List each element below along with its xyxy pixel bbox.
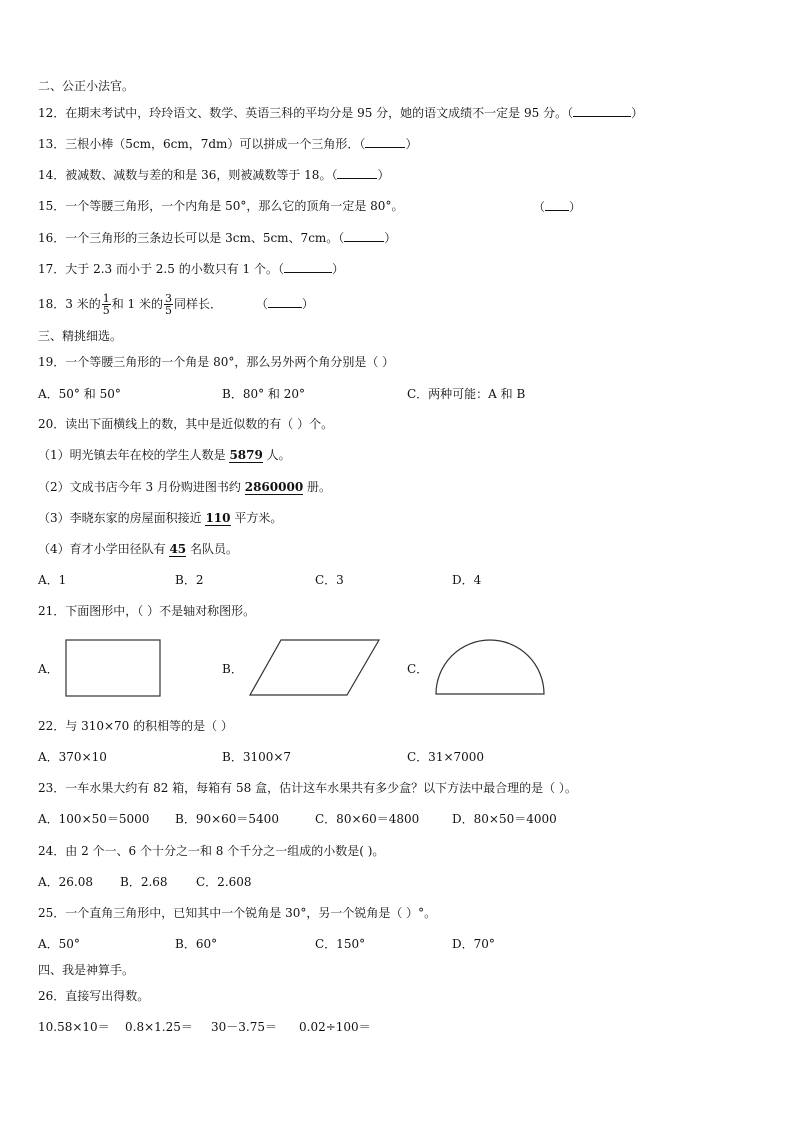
q22-option-c[interactable]: C．31×7000 (407, 750, 485, 764)
q15-answer: （ ） (533, 200, 582, 214)
question-22: 22．与 310×70 的积相等的是（ ） (38, 719, 233, 733)
question-17: 17．大于 2.3 而小于 2.5 的小数只有 1 个。（ ） (38, 262, 344, 276)
question-26: 26．直接写出得数。 (38, 989, 150, 1003)
section-4-title: 四、我是神算手。 (38, 963, 135, 977)
question-24: 24．由 2 个一、6 个十分之一和 8 个千分之一组成的小数是( )。 (38, 844, 385, 858)
question-18: 18．3 米的 $\frac{1}{5}$ 和 1 米的 $\frac{3}{5}$ 同样长． （ ） (38, 292, 314, 317)
q23-option-b[interactable]: B．90×60＝5400 (175, 812, 279, 826)
section-3-title: 三、精挑细选。 (38, 329, 123, 343)
question-19: 19．一个等腰三角形的一个角是 80°，那么另外两个角分别是（ ） (38, 355, 395, 369)
expression-4: 0.02÷100＝ (299, 1020, 371, 1034)
q19-option-c[interactable]: C．两种可能：A 和 B (407, 387, 526, 401)
q25-option-a[interactable]: A．50° (38, 937, 80, 951)
q20-option-c[interactable]: C．3 (315, 573, 344, 587)
q20-item-4: （4）育才小学田径队有 45 名队员。 (38, 542, 238, 556)
expression-3: 30－3.75＝ (211, 1020, 277, 1034)
q20-option-b[interactable]: B．2 (175, 573, 204, 587)
q20-option-a[interactable]: A．1 (38, 573, 67, 587)
q18-answer-blank[interactable] (268, 295, 302, 308)
q17-answer-blank[interactable] (284, 260, 332, 273)
underlined-number: 45 (169, 542, 187, 556)
q14-answer-blank[interactable] (337, 166, 377, 179)
q19-option-a[interactable]: A．50° 和 50° (38, 387, 121, 401)
q21-option-b[interactable]: B． (222, 662, 243, 676)
q20-item-3: （3）李晓东家的房屋面积接近 110 平方米。 (38, 511, 283, 525)
q24-option-b[interactable]: B．2.68 (120, 875, 168, 889)
question-21: 21．下面图形中，（ ）不是轴对称图形。 (38, 604, 256, 618)
question-15 (38, 198, 403, 214)
question-16: 16．一个三角形的三条边长可以是 3cm、5cm、7cm。（ ） (38, 231, 397, 245)
q21-option-c[interactable]: C． (407, 662, 429, 676)
q20-item-2: （2）文成书店今年 3 月份购进图书约 2860000 册。 (38, 480, 331, 494)
question-14: 14．被减数、减数与差的和是 36，则被减数等于 18。（ ） (38, 168, 390, 182)
q24-option-c[interactable]: C．2.608 (196, 875, 252, 889)
underlined-number: 2860000 (244, 480, 304, 494)
expression-2: 0.8×1.25＝ (125, 1020, 193, 1034)
q14-text: 14．被减数、减数与差的和是 36，则被减数等于 18。（ (38, 168, 338, 182)
q12-text: 12．在期末考试中，玲玲语文、数学、英语三科的平均分是 95 分，她的语文成绩不一定是 95 分。（ (38, 106, 574, 120)
q22-option-b[interactable]: B．3100×7 (222, 750, 292, 764)
underlined-number: 5879 (229, 448, 263, 462)
parallelogram-figure (248, 638, 382, 698)
q20-option-d[interactable]: D．4 (452, 573, 482, 587)
underlined-number: 110 (205, 511, 231, 525)
section-2-title: 二、公正小法官。 (38, 79, 135, 93)
q21-option-a[interactable]: A． (38, 662, 59, 676)
q25-option-c[interactable]: C．150° (315, 937, 366, 951)
fraction-three-fifths: $\frac{3}{5}$ (165, 292, 172, 317)
q16-answer-blank[interactable] (344, 229, 384, 242)
q24-option-a[interactable]: A．26.08 (38, 875, 94, 889)
rectangle-figure (64, 638, 162, 698)
q22-option-a[interactable]: A．370×10 (38, 750, 107, 764)
question-13: 13．三根小棒（5cm，6cm，7dm）可以拼成一个三角形．（ ） (38, 137, 418, 151)
q23-option-a[interactable]: A．100×50＝5000 (38, 812, 150, 826)
q15-text: 15．一个等腰三角形，一个内角是 50°，那么它的顶角一定是 80°。 (38, 199, 404, 213)
q16-text: 16．一个三角形的三条边长可以是 3cm、5cm、7cm。（ (38, 231, 345, 245)
expression-1: 10.58×10＝ (38, 1020, 110, 1034)
q25-option-d[interactable]: D．70° (452, 937, 495, 951)
q17-text: 17．大于 2.3 而小于 2.5 的小数只有 1 个。（ (38, 262, 284, 276)
question-25: 25．一个直角三角形中，已知其中一个锐角是 30°，另一个锐角是（ ）°。 (38, 906, 437, 920)
q15-answer-blank[interactable] (545, 198, 569, 211)
question-20: 20．读出下面横线上的数，其中是近似数的有（ ）个。 (38, 417, 334, 431)
q12-answer-blank[interactable] (573, 104, 631, 117)
q13-text: 13．三根小棒（5cm，6cm，7dm）可以拼成一个三角形．（ (38, 137, 366, 151)
q23-option-d[interactable]: D．80×50＝4000 (452, 812, 557, 826)
question-23: 23．一车水果大约有 82 箱，每箱有 58 盒，估计这车水果共有多少盒？以下方法中最合理的是（ ）。 (38, 781, 577, 795)
q19-option-b[interactable]: B．80° 和 20° (222, 387, 305, 401)
fraction-one-fifth: $\frac{1}{5}$ (102, 292, 110, 317)
semicircle-figure (434, 638, 546, 698)
q23-option-c[interactable]: C．80×60＝4800 (315, 812, 420, 826)
question-12: 12．在期末考试中，玲玲语文、数学、英语三科的平均分是 95 分，她的语文成绩不一定是 95 分。（ ） (38, 106, 644, 120)
q13-answer-blank[interactable] (365, 135, 405, 148)
q25-option-b[interactable]: B．60° (175, 937, 218, 951)
q20-item-1: （1）明光镇去年在校的学生人数是 5879 人。 (38, 448, 291, 462)
